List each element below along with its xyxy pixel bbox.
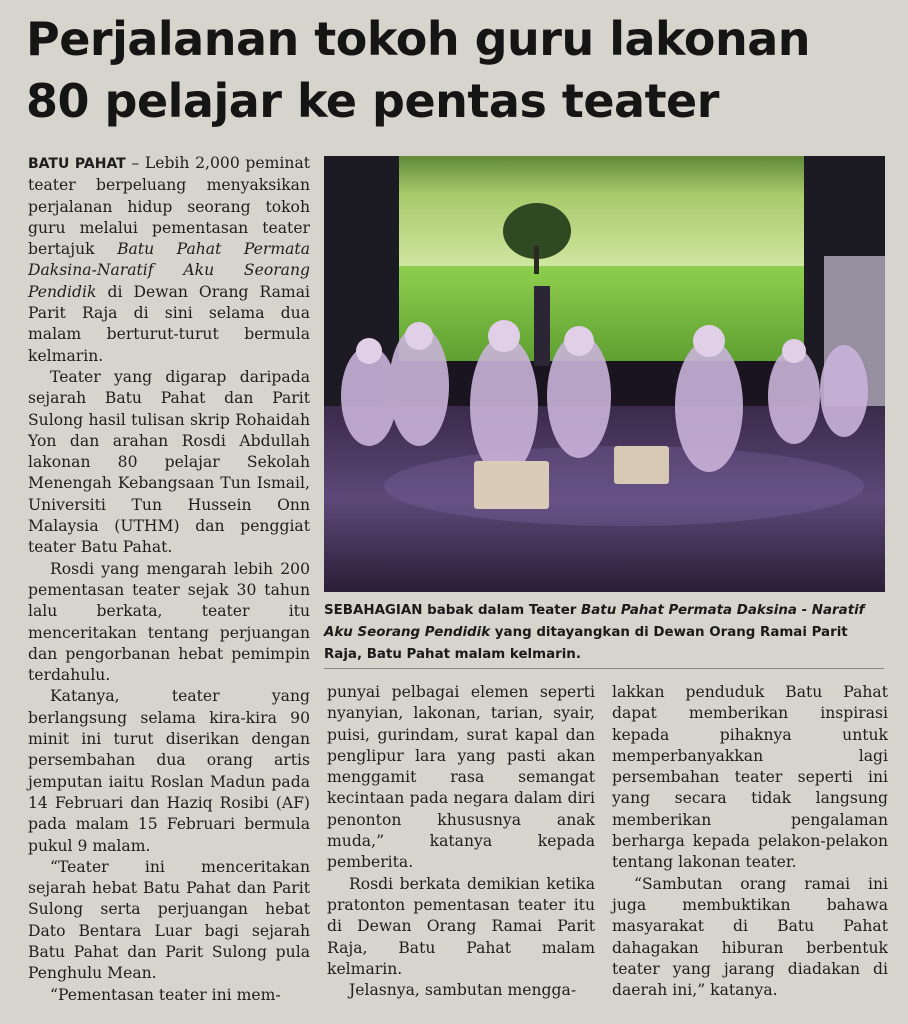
article-paragraph-2: Teater yang digarap daripada sejarah Batu Pahat dan Parit Sulong hasil tulisan skrip Rohaidah Yon dan arahan Rosdi Abdullah lakonan 80 pelajar Sekolah Menengah Kebangsaan Tun Ismail, Universiti Tun Hussein Onn Malaysia (UTHM) dan penggiat teater Batu Pahat. — [28, 367, 310, 557]
article-paragraph-8: Rosdi berkata demikian ketika pratonton pementasan teater itu di Dewan Orang Ramai Parit Raja, Batu Pahat malam kelmarin. — [327, 874, 595, 978]
article-paragraph-5: “Teater ini menceritakan sejarah hebat Batu Pahat dan Parit Sulong serta perjuangan hebat Dato Bentara Luar bagi sejarah Batu Pahat dan Parit Sulong pula Penghulu Mean. — [28, 857, 310, 983]
article-paragraph-9: Jelasnya, sambutan mengga- — [349, 981, 577, 1000]
caption-text-2: yang ditayangkan di Dewan Orang Ramai Parit Raja, Batu Pahat malam kelmarin. — [324, 625, 848, 662]
paragraph-1-text: – Lebih 2,000 peminat teater berpeluang menyaksikan perjalanan hidup seorang tokoh guru melalui pementasan teater bertajuk — [28, 154, 311, 259]
caption-text-1: babak dalam Teater — [422, 603, 582, 618]
article-paragraph-10: lakkan penduduk Batu Pahat dapat memberikan inspirasi kepada pihaknya untuk memperbanyakkan lagi persembahan teater seperti ini yang secara tidak langsung memberikan pengalaman berharga kepada pelakon-pelakon tentang lakonan teater. — [612, 683, 888, 872]
headline-line-2: 80 pelajar ke pentas teater — [26, 74, 719, 128]
caption-divider — [324, 668, 884, 669]
article-column-1 — [28, 153, 310, 1006]
play-title: Batu Pahat Permata Daksina-Naratif Aku Seorang Pendidik — [28, 240, 310, 301]
article-paragraph-3: Rosdi yang mengarah lebih 200 pementasan teater sejak 30 tahun lalu berkata, teater itu menceritakan tentang perjuangan dan pengorbanan hebat pemimpin terdahulu. — [28, 559, 310, 685]
article-paragraph-1 — [28, 153, 310, 367]
paragraph-1-end: di Dewan Orang Ramai Parit Raja di sini selama dua malam berturut-turut bermula kelmarin. — [28, 282, 310, 365]
headline-line-1: Perjalanan tokoh guru lakonan — [26, 12, 811, 66]
headline — [26, 8, 866, 132]
caption-title: Batu Pahat Permata Daksina - Naratif Aku Seorang Pendidik — [324, 603, 865, 640]
article-paragraph-4: Katanya, teater yang berlangsung selama kira-kira 90 minit ini turut diserikan dengan persembahan dua orang artis jemputan iaitu Roslan Madun pada 14 Februari dan Haziq Rosibi (AF) pada malam 15 Februari bermula pukul 9 malam. — [28, 687, 310, 855]
photo-caption — [324, 600, 884, 666]
stage-scene-illustration — [324, 156, 885, 592]
theatre-photo — [324, 156, 885, 592]
caption-lead: SEBAHAGIAN — [324, 603, 423, 618]
dateline: BATU PAHAT — [28, 156, 126, 172]
article-paragraph-11: “Sambutan orang ramai ini juga membuktikan bahawa masyarakat di Batu Pahat dahagakan hiburan berbentuk teater yang jarang diadakan di daerah ini,” katanya. — [612, 874, 888, 1000]
article-column-2 — [327, 682, 595, 1001]
article-paragraph-6: “Pementasan teater ini mem- — [50, 985, 281, 1004]
article-column-3 — [612, 682, 888, 1001]
article-paragraph-7: punyai pelbagai elemen seperti nyanyian, lakonan, tarian, syair, puisi, gurindam, surat kapal dan penglipur lara yang pasti akan menggamit rasa semangat kecintaan pada negara dalam diri penonton khususnya anak muda,” katanya kepada pemberita. — [327, 683, 595, 872]
